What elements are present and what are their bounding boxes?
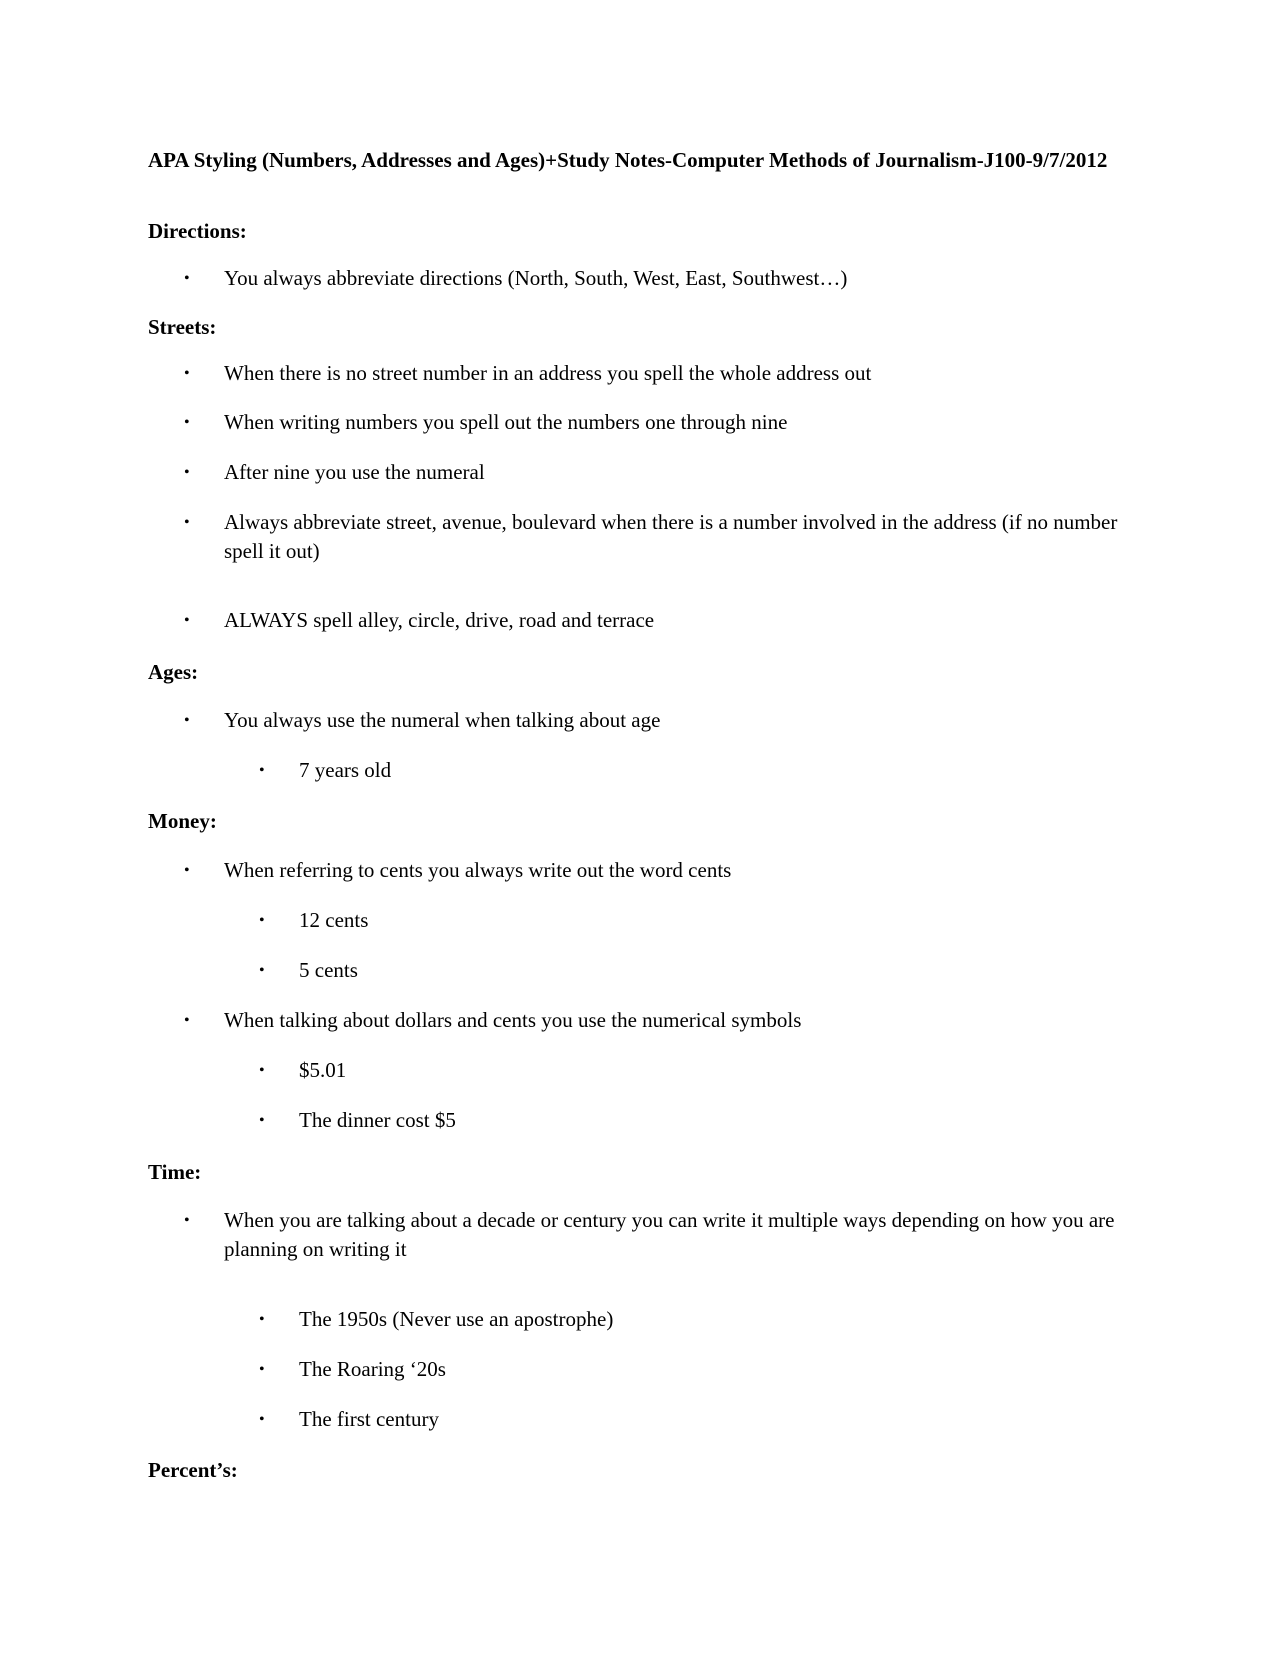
list-item-text: The first century: [299, 1407, 439, 1431]
list-item: [184, 408, 1124, 437]
list-item-text: 5 cents: [299, 958, 358, 982]
list-item: [184, 1206, 1124, 1264]
sub-list-item: [259, 1405, 1119, 1434]
bullet-icon: •: [259, 1411, 265, 1428]
list-item: [184, 359, 1124, 388]
sub-list-item: [259, 1355, 1119, 1384]
bullet-icon: •: [184, 712, 190, 729]
list-item: [184, 264, 1124, 293]
sub-list-item: [259, 956, 1119, 985]
bullet-icon: •: [184, 1212, 190, 1229]
list-item-text: When talking about dollars and cents you use the numerical symbols: [224, 1008, 802, 1032]
section-heading-ages: Ages:: [148, 660, 199, 684]
bullet-icon: •: [184, 862, 190, 879]
sub-list-item: [259, 1056, 1119, 1085]
list-item: [184, 706, 1124, 735]
list-item-text: After nine you use the numeral: [224, 460, 485, 484]
list-item-text: The Roaring ‘20s: [299, 1357, 446, 1381]
bullet-icon: •: [259, 762, 265, 779]
list-item: [184, 856, 1124, 885]
section-heading-percents: Percent’s:: [148, 1458, 238, 1482]
bullet-icon: •: [259, 1062, 265, 1079]
list-item-text: Always abbreviate street, avenue, boulevard when there is a number involved in the address (if no number spell it out): [224, 510, 1118, 563]
list-item: [184, 508, 1124, 566]
section-heading-money: Money:: [148, 809, 217, 833]
sub-list-item: [259, 906, 1119, 935]
list-item-text: The dinner cost $5: [299, 1108, 456, 1132]
bullet-icon: •: [184, 514, 190, 531]
list-item-text: The 1950s (Never use an apostrophe): [299, 1307, 614, 1331]
list-item-text: When you are talking about a decade or century you can write it multiple ways depending on how you are planning on writing it: [224, 1208, 1115, 1261]
list-item: [184, 1006, 1124, 1035]
bullet-icon: •: [184, 365, 190, 382]
list-item: [184, 606, 1124, 635]
section-heading-time: Time:: [148, 1160, 202, 1184]
bullet-icon: •: [184, 414, 190, 431]
list-item-text: You always abbreviate directions (North, South, West, East, Southwest…): [224, 266, 848, 290]
bullet-icon: •: [184, 270, 190, 287]
list-item-text: You always use the numeral when talking about age: [224, 708, 661, 732]
bullet-icon: •: [184, 1012, 190, 1029]
list-item: [184, 458, 1124, 487]
sub-list-item: [259, 1305, 1119, 1334]
sub-list-item: [259, 756, 1119, 785]
list-item-text: When referring to cents you always write out the word cents: [224, 858, 732, 882]
list-item-text: 7 years old: [299, 758, 392, 782]
list-item-text: $5.01: [299, 1058, 347, 1082]
list-item-text: When writing numbers you spell out the numbers one through nine: [224, 410, 788, 434]
bullet-icon: •: [184, 612, 190, 629]
list-item-text: When there is no street number in an address you spell the whole address out: [224, 361, 872, 385]
sub-list-item: [259, 1106, 1119, 1135]
section-heading-streets: Streets:: [148, 315, 217, 339]
bullet-icon: •: [259, 1311, 265, 1328]
list-item-text: 12 cents: [299, 908, 369, 932]
bullet-icon: •: [259, 1112, 265, 1129]
section-heading-directions: Directions:: [148, 219, 247, 243]
bullet-icon: •: [259, 912, 265, 929]
bullet-icon: •: [259, 1361, 265, 1378]
list-item-text: ALWAYS spell alley, circle, drive, road and terrace: [224, 608, 655, 632]
bullet-icon: •: [259, 962, 265, 979]
document-title: APA Styling (Numbers, Addresses and Ages)+Study Notes-Computer Methods of Journalism-J100-9/7/2012: [148, 148, 1108, 172]
bullet-icon: •: [184, 464, 190, 481]
